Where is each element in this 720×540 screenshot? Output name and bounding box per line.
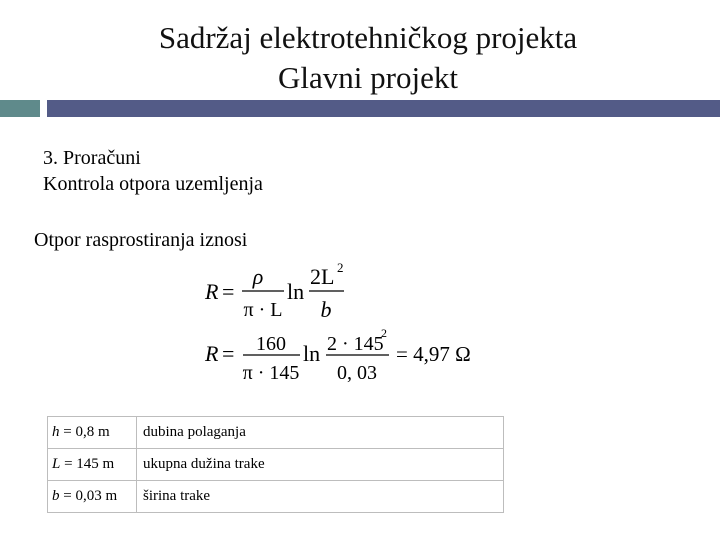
param-symbol: h (52, 424, 60, 440)
param-value: = 0,03 m (59, 488, 118, 504)
f2-lhs: R (205, 341, 219, 366)
f1-lhs: R (205, 279, 219, 304)
param-symbol-cell (48, 417, 137, 449)
f2-arg-den: 0, 03 (337, 362, 377, 384)
f2-eq: = (222, 341, 235, 366)
param-description: dubina polaganja (137, 417, 504, 449)
param-symbol-cell (48, 449, 137, 481)
accent-bar-left (0, 100, 40, 117)
param-symbol: L (52, 456, 61, 472)
f2-arg-num: 2 · 145 (327, 333, 384, 355)
table-row (48, 481, 504, 513)
param-symbol: b (52, 488, 60, 504)
title-line-1: Sadržaj elektrotehničkog projekta (158, 20, 578, 55)
f2-arg-exp: 2 (381, 326, 387, 340)
slide-title (0, 18, 720, 98)
title-line-2: Glavni projekt (278, 60, 458, 95)
section-heading (43, 145, 263, 197)
subsection-title: Kontrola otpora uzemljenja (43, 173, 263, 195)
accent-bar-right (47, 100, 720, 117)
param-description: širina trake (137, 481, 504, 513)
f1-eq: = (222, 279, 235, 304)
f2-num: 160 (256, 333, 286, 355)
f1-den: π · L (243, 299, 283, 321)
section-number-title: 3. Proračuni (43, 147, 141, 169)
param-value: = 0,8 m (59, 424, 110, 440)
f1-ln: ln (287, 279, 305, 304)
f2-den: π · 145 (242, 362, 300, 384)
intro-text: Otpor rasprostiranja iznosi (34, 229, 248, 251)
f1-arg-den: b (320, 297, 332, 322)
param-value: = 145 m (60, 456, 115, 472)
f1-arg-exp: 2 (337, 262, 344, 275)
param-description: ukupna dužina trake (137, 449, 504, 481)
param-symbol-cell (48, 481, 137, 513)
parameters-table (47, 416, 504, 513)
table-row (48, 417, 504, 449)
f1-arg-num: 2L (310, 264, 335, 289)
f1-num: ρ (252, 264, 264, 289)
f2-result: = 4,97 Ω (396, 342, 471, 366)
f2-ln: ln (303, 341, 321, 366)
formula-block (200, 262, 500, 392)
table-row (48, 449, 504, 481)
